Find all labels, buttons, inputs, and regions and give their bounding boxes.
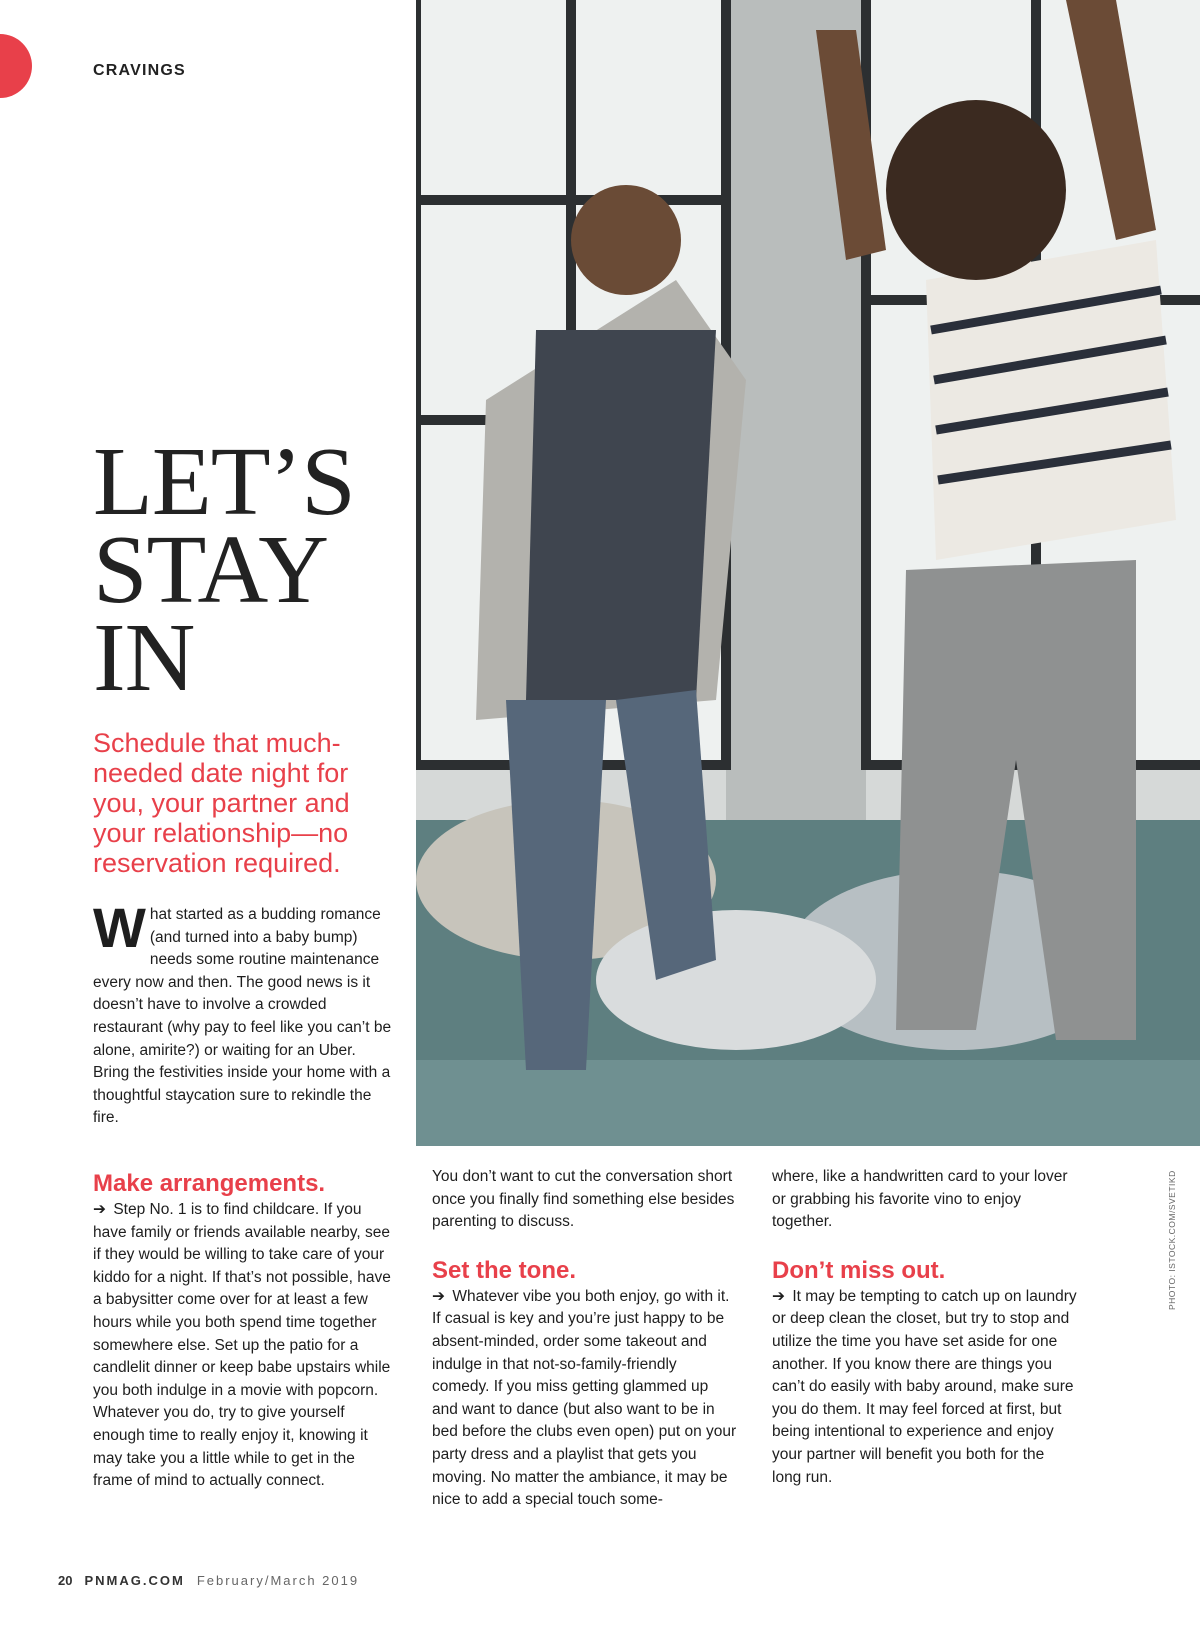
deck-subtitle: Schedule that much-needed date night for you, your partner and your relationship—no reservation required.	[93, 728, 350, 878]
intro-text: hat started as a budding romance (and turned into a baby bump) needs some routine maintenance every now and then. The good news is it doesn’t have to involve a crowded restaurant (why pay to feel like you can’t be alone, amirite?) or waiting for an Uber. Bring the festivities inside your home with a thoughtful staycation sure to rekindle the fire.	[93, 906, 392, 1127]
page-number: 20	[58, 1573, 73, 1588]
section-label: CRAVINGS	[93, 62, 186, 79]
hero-photo-illustration	[416, 0, 1200, 1146]
section-body-text: Whatever vibe you both enjoy, go with it. If casual is key and you’re just happy to be absent-minded, order some takeout and indulge in that not-so-family-friendly comedy. If you miss getting glammed up and want to dance (but also want to be in bed before the clubs even open) put on your party dress and a playlist that gets you moving. No matter the ambiance, it may be nice to add a special touch some-	[432, 1287, 737, 1509]
intro-paragraph	[93, 896, 393, 1130]
section-marker-dot	[0, 34, 32, 98]
site-link[interactable]: PNMAG.COM	[84, 1573, 185, 1588]
section-body-continued: where, like a handwritten card to your lover or grabbing his favorite vino to enjoy together.	[772, 1168, 1068, 1231]
hero-photo	[416, 0, 1200, 1146]
photo-credit: PHOTO: ISTOCK.COM/SVETIKD	[1167, 1170, 1177, 1310]
page-footer	[58, 1573, 359, 1588]
issue-date: February/March 2019	[196, 1573, 360, 1588]
drop-cap: W	[93, 896, 146, 959]
section-body-continued: You don’t want to cut the conversation short once you finally find something else besides parenting to discuss.	[432, 1168, 735, 1231]
section-body	[93, 1199, 398, 1493]
section-body-text: It may be tempting to catch up on laundry or deep clean the closet, but try to stop and utilize the time you have set aside for one another. If you know there are things you can’t do easily with baby around, make sure you do them. It may feel forced at first, but being intentional to experience and enjoy your partner will benefit you both for the long run.	[772, 1287, 1077, 1486]
arrow-icon: ➔	[93, 1201, 106, 1218]
column-3	[772, 1166, 1077, 1489]
section-body-text: Step No. 1 is to find childcare. If you have family or friends available nearby, see if they would be willing to take care of your kiddo for a night. If that’s not possible, have a babysitter come over for at least a few hours while you both spend time together somewhere else. Set up the patio for a candlelit dinner or keep babe upstairs while you both indulge in a movie with popcorn. Whatever you do, try to give yourself enough time to really enjoy it, knowing it may take you a little while to get in the frame of mind to actually connect.	[93, 1201, 391, 1490]
section-heading: Set the tone.	[432, 1256, 577, 1284]
section-body	[772, 1286, 1077, 1489]
section-heading: Make arrangements.	[93, 1170, 326, 1197]
column-1	[93, 1169, 398, 1493]
section-body	[432, 1286, 737, 1512]
arrow-icon: ➔	[772, 1287, 785, 1305]
column-2	[432, 1166, 737, 1512]
section-heading: Don’t miss out.	[772, 1256, 946, 1284]
headline-line: LET’S	[93, 428, 355, 536]
headline-line: STAY	[93, 516, 329, 624]
headline-line: IN	[93, 604, 195, 712]
arrow-icon: ➔	[432, 1287, 445, 1305]
headline	[93, 428, 355, 712]
